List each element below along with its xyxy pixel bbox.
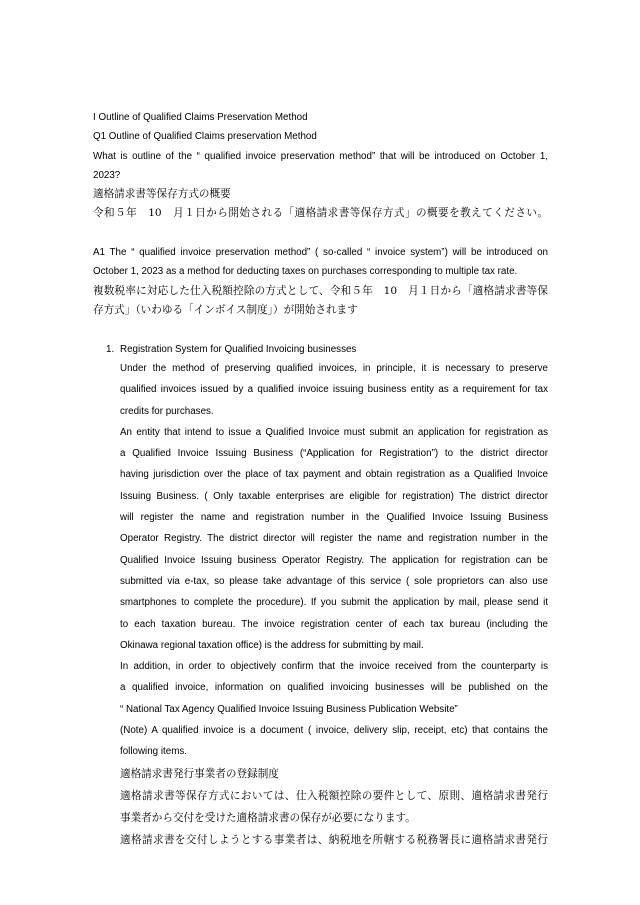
answer-jp-line: 存方式」（いわゆる「インボイス制度」）が開始されます: [93, 303, 358, 316]
body-line: to each taxation bureau. The invoice registration center of each tax bureau (including the: [120, 618, 548, 630]
body-line: submitted via e-tax, so please take advantage of this service ( sole proprietors can also use: [120, 575, 548, 587]
section-1-body: [120, 358, 548, 851]
question-line: What is outline of the “ qualified invoice preservation method” that will be introduced on October 1,: [93, 150, 548, 162]
section-1-title: Registration System for Qualified Invoicing businesses: [120, 343, 357, 355]
body-line: a qualified invoice, information on qualified invoicing businesses will be published on the: [120, 682, 548, 694]
section-1-heading: [93, 340, 548, 359]
blank-line: [93, 320, 548, 339]
body-line: An entity that intend to issue a Qualified Invoice must submit an application for registration as: [120, 426, 548, 438]
body-line: smartphones to complete the procedure). If you submit the application by mail, please send it: [120, 597, 548, 609]
answer-line: A1 The “ qualified invoice preservation method” ( so-called “ invoice system”) will be introduced on: [93, 247, 548, 259]
answer-jp-line: 複数税率に対応した仕入税額控除の方式として、令和５年 10 月１日から「適格請求書等保: [93, 284, 548, 297]
answer-line: October 1, 2023 as a method for deducting taxes on purchases corresponding to multiple tax rate.: [93, 266, 518, 278]
body-line: In addition, in order to objectively confirm that the invoice received from the counterparty is: [120, 661, 548, 673]
body-line: Qualified Invoice Issuing business Operator Registry. The application for registration can be: [120, 554, 548, 566]
question-line: 2023?: [93, 169, 121, 181]
body-line: Under the method of preserving qualified invoices, in principle, it is necessary to preserve: [120, 363, 548, 374]
body-line: qualified invoices issued by a qualified invoice issuing business entity as a requirement for tax: [120, 384, 548, 396]
body-line: a Qualified Invoice Issuing Business (“Application for Registration”) to the district director: [120, 448, 548, 460]
body-line: credits for purchases.: [120, 405, 214, 417]
body-line: Okinawa regional taxation office) is the address for submitting by mail.: [120, 639, 424, 651]
jp-body-line: 適格請求書等保存方式においては、仕入税額控除の要件として、原則、適格請求書発行: [120, 789, 548, 802]
body-line: will register the name and registration number in the Qualified Invoice Issuing Business: [120, 512, 548, 524]
body-line: (Note) A qualified invoice is a document ( invoice, delivery slip, receipt, etc) that contains the: [120, 725, 548, 737]
jp-body-line: 適格請求書を交付しようとする事業者は、納税地を所轄する税務署長に適格請求書発行: [120, 833, 548, 846]
body-line: Issuing Business. ( Only taxable enterprises are eligible for registration) The district director: [120, 490, 548, 502]
blank-line: [93, 224, 548, 243]
header-block: [93, 108, 548, 359]
jp-subheading: 適格請求書発行事業者の登録制度: [120, 767, 279, 780]
jp-body-line: 事業者から交付を受けた適格請求書の保存が必要になります。: [120, 811, 416, 824]
body-line: following items.: [120, 746, 187, 758]
list-number: 1.: [106, 343, 115, 355]
jp-question: 令和５年 10 月１日から開始される「適格請求書等保存方式」の概要を教えてください。: [93, 207, 548, 220]
body-line: Operator Registry. The district director will register the name and registration number in the: [120, 533, 548, 545]
jp-title: 適格請求書等保存方式の概要: [93, 188, 231, 201]
body-line: “ National Tax Agency Qualified Invoice Issuing Business Publication Website”: [120, 703, 458, 715]
question-title: Q1 Outline of Qualified Claims preservation Method: [93, 131, 317, 143]
body-line: having jurisdiction over the place of tax payment and obtain registration as a Qualified Invoice: [120, 469, 548, 481]
section-title: I Outline of Qualified Claims Preservation Method: [93, 112, 308, 123]
